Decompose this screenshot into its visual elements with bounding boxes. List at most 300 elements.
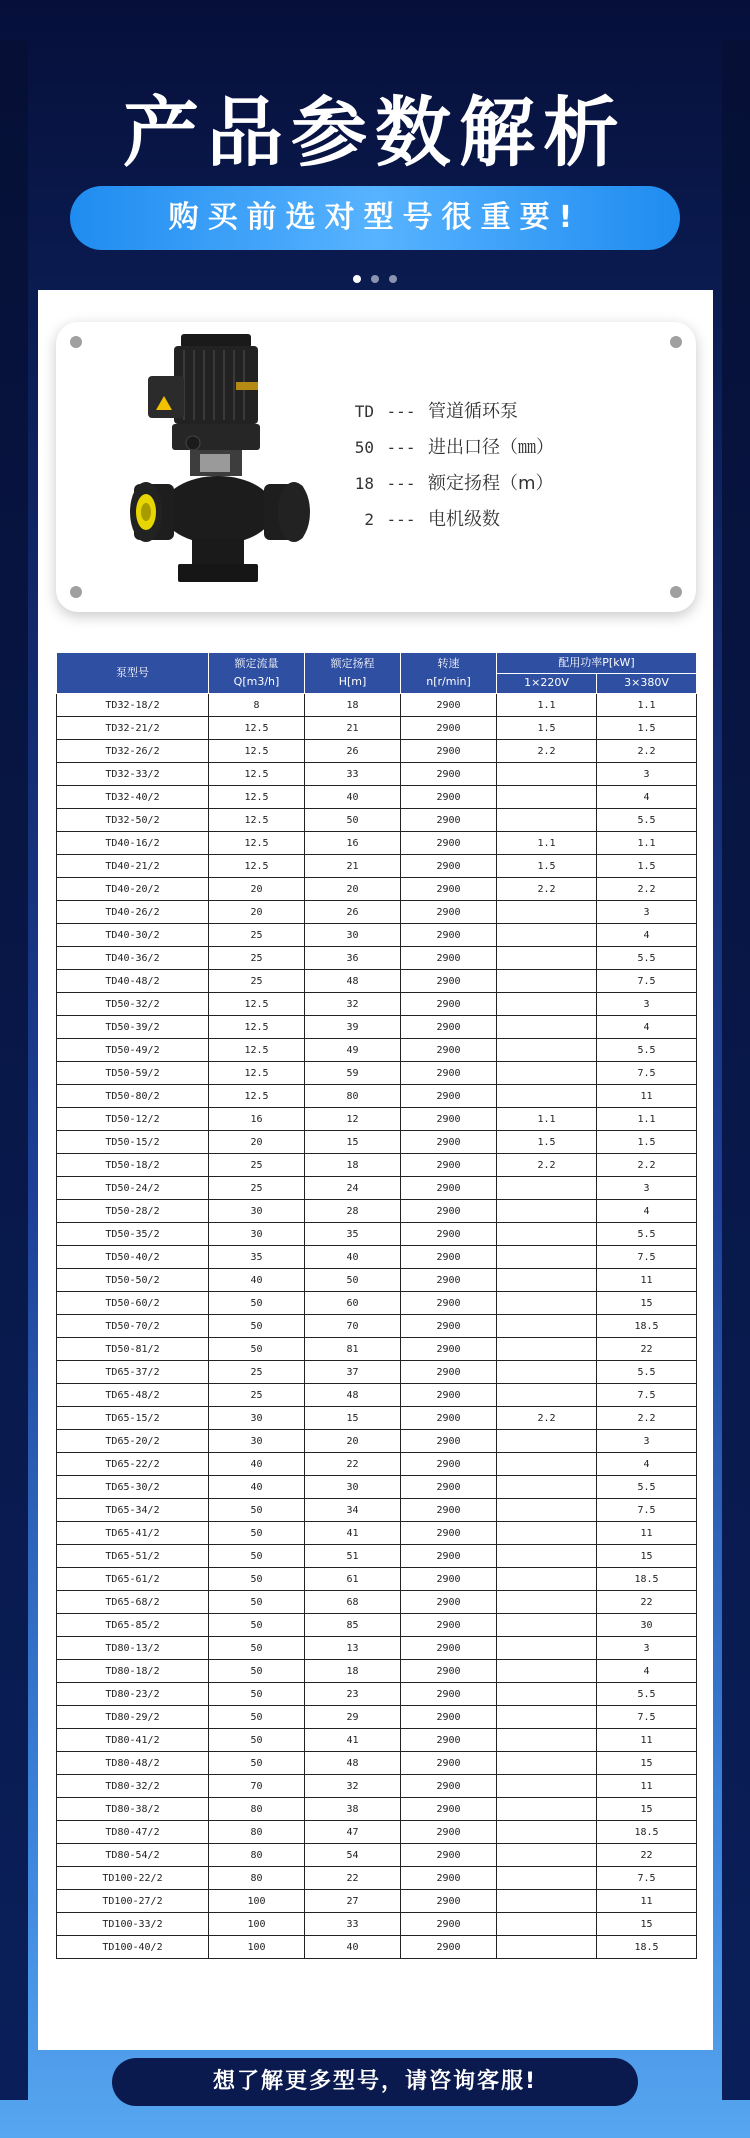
table-row [57,1637,697,1660]
cell-model: TD100-22/2 [57,1867,209,1890]
cell-power-220v [497,1568,597,1591]
cell-power-220v [497,809,597,832]
cell-power-380v: 7.5 [597,970,697,993]
cell-model: TD65-15/2 [57,1407,209,1430]
cell-power-380v: 7.5 [597,1706,697,1729]
table-row [57,1292,697,1315]
cell-power-380v: 18.5 [597,1315,697,1338]
cell-power-220v: 1.1 [497,1108,597,1131]
cell-power-380v: 3 [597,1177,697,1200]
cell-power-220v [497,1499,597,1522]
screw-icon [670,586,682,598]
cell-power-380v: 18.5 [597,1821,697,1844]
cell-model: TD100-40/2 [57,1936,209,1959]
table-row [57,1844,697,1867]
legend-dash: --- [386,474,416,493]
cell-head: 26 [305,901,401,924]
cell-power-380v: 1.5 [597,855,697,878]
cell-power-220v: 1.1 [497,832,597,855]
legend-item [326,466,554,502]
cell-head: 40 [305,1246,401,1269]
table-row [57,1890,697,1913]
cell-flow: 50 [209,1614,305,1637]
cell-speed: 2900 [401,1361,497,1384]
header-head: 额定扬程 H[m] [305,653,401,694]
cell-power-220v [497,1338,597,1361]
table-row [57,1039,697,1062]
cell-flow: 100 [209,1913,305,1936]
table-row [57,1131,697,1154]
cell-power-220v [497,1591,597,1614]
legend-item [326,502,554,538]
cell-power-380v: 11 [597,1085,697,1108]
table-row [57,1522,697,1545]
cell-flow: 12.5 [209,717,305,740]
cell-speed: 2900 [401,763,497,786]
cell-power-380v: 11 [597,1729,697,1752]
cell-power-380v: 11 [597,1890,697,1913]
table-row [57,1384,697,1407]
cell-head: 26 [305,740,401,763]
legend-code: 18 [354,474,374,493]
cell-flow: 80 [209,1798,305,1821]
cell-power-220v [497,924,597,947]
cell-model: TD50-12/2 [57,1108,209,1131]
cell-speed: 2900 [401,694,497,717]
cell-power-380v: 3 [597,763,697,786]
table-row [57,947,697,970]
cell-speed: 2900 [401,1085,497,1108]
cell-speed: 2900 [401,1292,497,1315]
table-row [57,1200,697,1223]
carousel-dot[interactable] [389,275,397,283]
table-row [57,1729,697,1752]
cell-power-380v: 3 [597,993,697,1016]
cell-power-380v: 7.5 [597,1062,697,1085]
cell-speed: 2900 [401,1844,497,1867]
cell-power-220v: 1.5 [497,1131,597,1154]
carousel-indicator [0,268,750,287]
cell-head: 12 [305,1108,401,1131]
cell-model: TD65-34/2 [57,1499,209,1522]
cell-speed: 2900 [401,717,497,740]
cell-flow: 12.5 [209,1062,305,1085]
cell-power-220v [497,993,597,1016]
table-row [57,1568,697,1591]
cell-head: 35 [305,1223,401,1246]
cell-speed: 2900 [401,1154,497,1177]
cell-power-220v [497,1361,597,1384]
cell-power-380v: 5.5 [597,1223,697,1246]
cell-flow: 12.5 [209,832,305,855]
cell-power-380v: 7.5 [597,1499,697,1522]
cell-model: TD40-26/2 [57,901,209,924]
table-row [57,1269,697,1292]
cell-speed: 2900 [401,1568,497,1591]
table-body [57,694,697,1959]
cell-power-380v: 5.5 [597,1476,697,1499]
cell-speed: 2900 [401,1108,497,1131]
cell-power-220v [497,1821,597,1844]
cell-speed: 2900 [401,1798,497,1821]
cell-flow: 100 [209,1936,305,1959]
cell-power-380v: 22 [597,1844,697,1867]
cell-power-380v: 4 [597,1660,697,1683]
cell-model: TD80-41/2 [57,1729,209,1752]
cell-head: 16 [305,832,401,855]
cell-power-220v [497,1085,597,1108]
cell-model: TD50-81/2 [57,1338,209,1361]
pump-product-image [126,332,316,602]
table-row [57,1476,697,1499]
cell-speed: 2900 [401,1522,497,1545]
cell-power-380v: 4 [597,1200,697,1223]
carousel-dot[interactable] [353,275,361,283]
table-row [57,786,697,809]
legend-desc: 电机级数 [428,509,500,530]
cell-model: TD50-39/2 [57,1016,209,1039]
cell-power-380v: 11 [597,1269,697,1292]
cell-power-380v: 2.2 [597,1407,697,1430]
cell-model: TD65-48/2 [57,1384,209,1407]
cell-power-220v: 2.2 [497,1407,597,1430]
table-row [57,1706,697,1729]
cell-flow: 50 [209,1660,305,1683]
cell-model: TD50-49/2 [57,1039,209,1062]
cell-model: TD80-13/2 [57,1637,209,1660]
cell-power-220v [497,1476,597,1499]
table-row [57,1614,697,1637]
cell-flow: 100 [209,1890,305,1913]
cell-model: TD80-54/2 [57,1844,209,1867]
cell-model: TD40-30/2 [57,924,209,947]
cell-speed: 2900 [401,855,497,878]
cell-head: 22 [305,1867,401,1890]
table-row [57,1752,697,1775]
cell-model: TD50-28/2 [57,1200,209,1223]
cell-head: 49 [305,1039,401,1062]
cell-model: TD50-59/2 [57,1062,209,1085]
cell-model: TD40-48/2 [57,970,209,993]
cell-model: TD80-48/2 [57,1752,209,1775]
cell-model: TD65-61/2 [57,1568,209,1591]
cell-power-220v [497,1752,597,1775]
cell-model: TD80-23/2 [57,1683,209,1706]
cell-power-380v: 22 [597,1338,697,1361]
cell-head: 21 [305,855,401,878]
cell-head: 21 [305,717,401,740]
cell-power-220v: 2.2 [497,878,597,901]
cell-power-380v: 5.5 [597,947,697,970]
cell-model: TD65-41/2 [57,1522,209,1545]
cell-flow: 30 [209,1223,305,1246]
cell-flow: 50 [209,1683,305,1706]
cell-flow: 30 [209,1200,305,1223]
cell-head: 39 [305,1016,401,1039]
cell-power-380v: 5.5 [597,809,697,832]
cell-flow: 12.5 [209,1039,305,1062]
table-row [57,1660,697,1683]
cell-power-380v: 3 [597,1637,697,1660]
cell-model: TD65-51/2 [57,1545,209,1568]
legend-item [326,394,554,430]
cell-model: TD40-16/2 [57,832,209,855]
cell-power-380v: 2.2 [597,1154,697,1177]
cell-head: 68 [305,1591,401,1614]
cell-head: 22 [305,1453,401,1476]
screw-icon [670,336,682,348]
table-row [57,1223,697,1246]
cell-power-220v [497,1200,597,1223]
cell-model: TD100-27/2 [57,1890,209,1913]
table-row [57,1913,697,1936]
cell-power-380v: 7.5 [597,1867,697,1890]
cell-head: 80 [305,1085,401,1108]
cell-head: 32 [305,993,401,1016]
header-speed: 转速 n[r/min] [401,653,497,694]
cell-speed: 2900 [401,1499,497,1522]
table-row [57,1016,697,1039]
table-row [57,1453,697,1476]
cell-power-220v [497,1269,597,1292]
cell-power-220v [497,1637,597,1660]
cell-power-220v [497,1522,597,1545]
cell-flow: 50 [209,1522,305,1545]
cell-speed: 2900 [401,1660,497,1683]
cell-model: TD50-50/2 [57,1269,209,1292]
cell-speed: 2900 [401,1775,497,1798]
cell-head: 34 [305,1499,401,1522]
legend-dash: --- [386,402,416,421]
cell-head: 50 [305,1269,401,1292]
cell-flow: 12.5 [209,809,305,832]
legend-code: 50 [354,438,374,457]
cell-power-220v: 2.2 [497,740,597,763]
cell-speed: 2900 [401,809,497,832]
table-row [57,1177,697,1200]
cell-power-220v [497,1453,597,1476]
cell-power-380v: 5.5 [597,1039,697,1062]
cell-power-220v [497,1039,597,1062]
cell-power-380v: 15 [597,1798,697,1821]
cell-flow: 12.5 [209,1016,305,1039]
cell-power-220v [497,970,597,993]
cell-head: 60 [305,1292,401,1315]
model-explanation-card [56,322,696,612]
cell-flow: 50 [209,1499,305,1522]
cell-speed: 2900 [401,1223,497,1246]
cell-speed: 2900 [401,1062,497,1085]
cell-head: 48 [305,1384,401,1407]
cell-power-220v [497,1223,597,1246]
cell-power-380v: 7.5 [597,1246,697,1269]
cell-power-220v [497,1016,597,1039]
cell-power-380v: 1.5 [597,717,697,740]
table-row [57,1361,697,1384]
cell-power-380v: 1.1 [597,832,697,855]
cell-speed: 2900 [401,924,497,947]
cell-head: 36 [305,947,401,970]
cell-power-220v [497,1246,597,1269]
cell-speed: 2900 [401,1614,497,1637]
table-row [57,1798,697,1821]
cell-power-380v: 15 [597,1913,697,1936]
cell-head: 81 [305,1338,401,1361]
cell-speed: 2900 [401,832,497,855]
cell-power-220v [497,1936,597,1959]
header-power-380v: 3×380V [597,673,697,694]
legend-dash: --- [386,510,416,529]
carousel-dot[interactable] [371,275,379,283]
cell-model: TD80-47/2 [57,1821,209,1844]
cell-flow: 25 [209,1361,305,1384]
cell-speed: 2900 [401,1890,497,1913]
cell-flow: 50 [209,1752,305,1775]
cell-model: TD80-38/2 [57,1798,209,1821]
cell-head: 54 [305,1844,401,1867]
cell-flow: 12.5 [209,993,305,1016]
cell-speed: 2900 [401,740,497,763]
content-panel [38,290,713,2050]
cell-model: TD32-21/2 [57,717,209,740]
cell-head: 15 [305,1131,401,1154]
cell-model: TD32-40/2 [57,786,209,809]
right-border-decoration [722,40,750,2100]
cell-power-380v: 30 [597,1614,697,1637]
cell-head: 41 [305,1522,401,1545]
cell-flow: 20 [209,901,305,924]
cell-power-380v: 4 [597,786,697,809]
table-row [57,832,697,855]
cell-flow: 12.5 [209,786,305,809]
cell-head: 48 [305,970,401,993]
cell-speed: 2900 [401,970,497,993]
consult-service-button[interactable] [112,2058,638,2106]
cell-speed: 2900 [401,1430,497,1453]
table-row [57,1338,697,1361]
table-row [57,1430,697,1453]
cell-flow: 80 [209,1844,305,1867]
cell-power-220v [497,1844,597,1867]
cell-speed: 2900 [401,1453,497,1476]
cell-flow: 8 [209,694,305,717]
legend-dash: --- [386,438,416,457]
cell-power-220v [497,1867,597,1890]
cell-flow: 50 [209,1729,305,1752]
cell-model: TD40-36/2 [57,947,209,970]
cell-power-220v [497,1729,597,1752]
cell-power-220v [497,1775,597,1798]
cell-speed: 2900 [401,1936,497,1959]
cell-model: TD65-22/2 [57,1453,209,1476]
cell-power-220v: 2.2 [497,1154,597,1177]
header-model: 泵型号 [57,653,209,694]
cell-power-380v: 3 [597,1430,697,1453]
cell-head: 51 [305,1545,401,1568]
cell-flow: 25 [209,1154,305,1177]
cell-power-380v: 11 [597,1522,697,1545]
cell-flow: 35 [209,1246,305,1269]
left-border-decoration [0,40,28,2100]
cell-speed: 2900 [401,1177,497,1200]
cell-power-220v [497,1062,597,1085]
cell-speed: 2900 [401,878,497,901]
cell-power-380v: 3 [597,901,697,924]
cell-flow: 40 [209,1476,305,1499]
cell-head: 27 [305,1890,401,1913]
table-row [57,694,697,717]
cell-model: TD50-24/2 [57,1177,209,1200]
cell-speed: 2900 [401,901,497,924]
cell-head: 40 [305,1936,401,1959]
cell-flow: 30 [209,1407,305,1430]
cell-head: 18 [305,694,401,717]
cell-power-380v: 5.5 [597,1361,697,1384]
cell-head: 50 [305,809,401,832]
cell-head: 32 [305,1775,401,1798]
cell-head: 38 [305,1798,401,1821]
legend-item [326,430,554,466]
model-legend [326,394,554,538]
consult-button-label: 想了解更多型号，请咨询客服! [212,2069,538,2094]
table-row [57,1775,697,1798]
cell-speed: 2900 [401,1016,497,1039]
table-row [57,717,697,740]
cell-flow: 25 [209,1177,305,1200]
cell-head: 24 [305,1177,401,1200]
cell-power-380v: 15 [597,1752,697,1775]
cell-flow: 80 [209,1821,305,1844]
cell-power-380v: 4 [597,1016,697,1039]
cell-power-220v [497,1292,597,1315]
cell-flow: 50 [209,1338,305,1361]
cell-model: TD32-50/2 [57,809,209,832]
table-row [57,855,697,878]
cell-power-380v: 4 [597,1453,697,1476]
cell-model: TD32-26/2 [57,740,209,763]
table-row [57,1591,697,1614]
cell-power-220v [497,1706,597,1729]
cell-speed: 2900 [401,1131,497,1154]
cell-power-220v [497,1430,597,1453]
cell-head: 29 [305,1706,401,1729]
cell-head: 37 [305,1361,401,1384]
cell-flow: 25 [209,947,305,970]
table-row [57,1936,697,1959]
cell-head: 40 [305,786,401,809]
cell-model: TD65-68/2 [57,1591,209,1614]
cell-power-220v [497,1683,597,1706]
cell-head: 13 [305,1637,401,1660]
cell-flow: 70 [209,1775,305,1798]
table-row [57,901,697,924]
table-row [57,1154,697,1177]
legend-code: 2 [364,510,374,529]
cell-power-220v [497,1913,597,1936]
table-row [57,809,697,832]
cell-head: 23 [305,1683,401,1706]
header-power-220v: 1×220V [497,673,597,694]
cell-power-220v: 1.1 [497,694,597,717]
cell-model: TD40-21/2 [57,855,209,878]
table-row [57,1085,697,1108]
cell-head: 18 [305,1154,401,1177]
cell-power-220v [497,1545,597,1568]
table-row [57,1821,697,1844]
cell-power-380v: 7.5 [597,1384,697,1407]
table-row [57,1407,697,1430]
cell-power-380v: 18.5 [597,1568,697,1591]
